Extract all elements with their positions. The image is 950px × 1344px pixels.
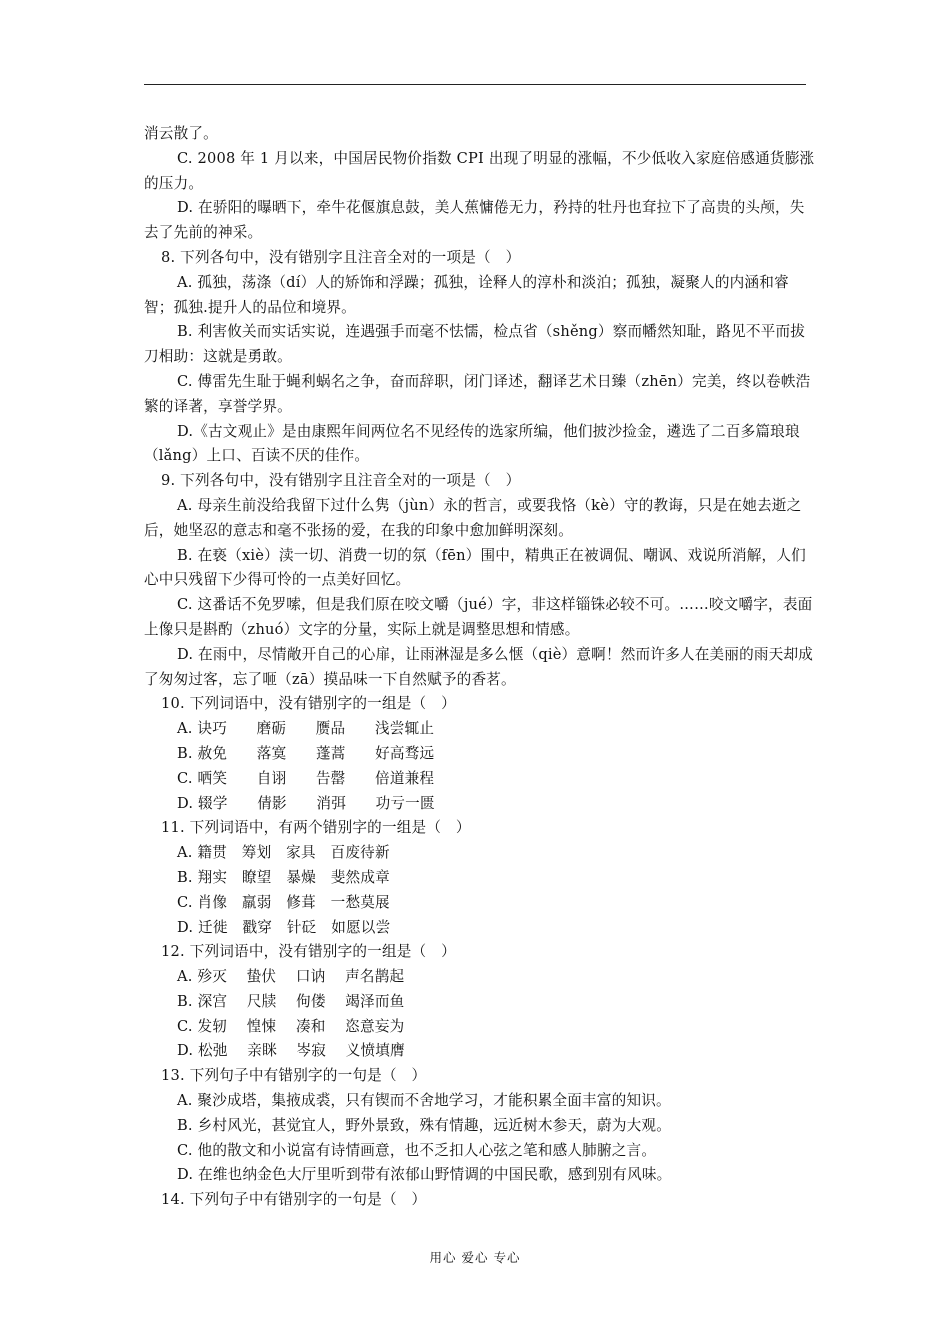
text-line: B. 在亵（xiè）渎一切、消费一切的氛（fēn）围中，精典正在被调侃、嘲讽、戏说所消解，人们心中只残留下少得可怜的一点美好回忆。 [144,546,806,589]
text-line: C. 发轫 惶悚 凑和 恣意妄为 [177,1017,405,1035]
text-line: A. 聚沙成塔，集掖成裘，只有锲而不舍地学习，才能积累全面丰富的知识。 [177,1092,671,1110]
text-line: C. 他的散文和小说富有诗情画意，也不乏扣人心弦之笔和感人肺腑之言。 [177,1141,657,1159]
text-line: 11. 下列词语中，有两个错别字的一组是（ ） [161,819,471,837]
text-line: B. 赦免 落寞 蓬蒿 好高骛远 [177,744,435,762]
text-line: B. 翔实 瞭望 暴燥 斐然成章 [177,868,390,886]
text-line: 14. 下列句子中有错别字的一句是（ ） [161,1191,427,1209]
text-line: B. 利害攸关而实话实说，连遇强手而毫不怯懦，检点省（shěng）察而幡然知耻，路见不平而拔刀相助：这就是勇敢。 [144,323,806,366]
text-line: A. 孤独，荡涤（dí）人的矫饰和浮躁；孤独，诠释人的淳朴和淡泊；孤独，凝聚人的内涵和睿智；孤独.提升人的品位和境界。 [144,273,789,316]
text-line: D. 在雨中，尽情敞开自己的心扉，让雨淋湿是多么惬（qiè）意啊！然而许多人在美丽的雨天却成了匆匆过客，忘了咂（zā）摸品味一下自然赋予的香茗。 [144,645,814,688]
text-line: C. 肖像 羸弱 修葺 一愁莫展 [177,893,390,911]
text-line: 消云散了。 [144,125,218,142]
text-line: B. 乡村风光，甚觉宜人，野外景致，殊有情趣，远近树木参天，蔚为大观。 [177,1116,672,1134]
header-rule [144,84,806,85]
text-line: A. 籍贯 筹划 家具 百废待新 [177,844,390,862]
text-line: B. 深宫 尺牍 佝偻 竭泽而鱼 [177,992,405,1010]
text-line: D. 松弛 亲眯 岑寂 义愤填膺 [177,1042,405,1060]
document-body [144,122,816,1213]
text-line: 13. 下列句子中有错别字的一句是（ ） [161,1067,427,1085]
text-line: C. 哂笑 自诩 告罄 倍道兼程 [177,769,435,787]
text-line: D.《古文观止》是由康熙年间两位名不见经传的选家所编，他们披沙捡金，遴选了二百多篇琅琅（lǎng）上口、百读不厌的佳作。 [144,422,800,465]
text-line: 9. 下列各句中，没有错别字且注音全对的一项是（ ） [161,472,521,490]
text-line: A. 殄灭 蛰伏 口讷 声名鹊起 [177,968,405,986]
text-line: 10. 下列词语中，没有错别字的一组是（ ） [161,695,456,713]
text-line: A. 母亲生前没给我留下过什么隽（jùn）永的哲言，或要我恪（kè）守的教诲，只是在她去逝之后，她坚忍的意志和毫不张扬的爱，在我的印象中愈加鲜明深刻。 [144,496,802,539]
text-line: C. 2008 年 1 月以来，中国居民物价指数 CPI 出现了明显的涨幅，不少低收入家庭倍感通货膨涨的压力。 [144,149,815,192]
text-line: D. 迁徙 戳穿 针砭 如愿以尝 [177,918,391,936]
text-line: A. 诀巧 磨砺 赝品 浅尝辄止 [177,720,435,738]
text-line: 12. 下列词语中，没有错别字的一组是（ ） [161,943,456,961]
text-line: C. 这番话不免罗嗦，但是我们原在咬文嚼（jué）字，非这样锱铢必较不可。……咬文嚼字，表面上像只是斟酌（zhuó）文字的分量，实际上就是调整思想和情感。 [144,596,813,638]
text-line: C. 傅雷先生耻于蝇利蜗名之争，奋而辞职，闭门译述，翻译艺术日臻（zhēn）完美，终以卷帙浩繁的译著，享誉学界。 [144,372,811,415]
text-line: D. 在维也纳金色大厅里听到带有浓郁山野情调的中国民歌，感到别有风味。 [177,1166,672,1184]
text-line: D. 在骄阳的曝晒下，牵牛花偃旗息鼓，美人蕉慵倦无力，矜持的牡丹也耷拉下了高贵的头颅，失去了先前的神采。 [144,199,805,242]
text-line: D. 辍学 倩影 消弭 功亏一匮 [177,794,435,812]
page-footer: 用心 爱心 专心 [429,1250,521,1265]
text-line: 8. 下列各句中，没有错别字且注音全对的一项是（ ） [161,248,521,266]
